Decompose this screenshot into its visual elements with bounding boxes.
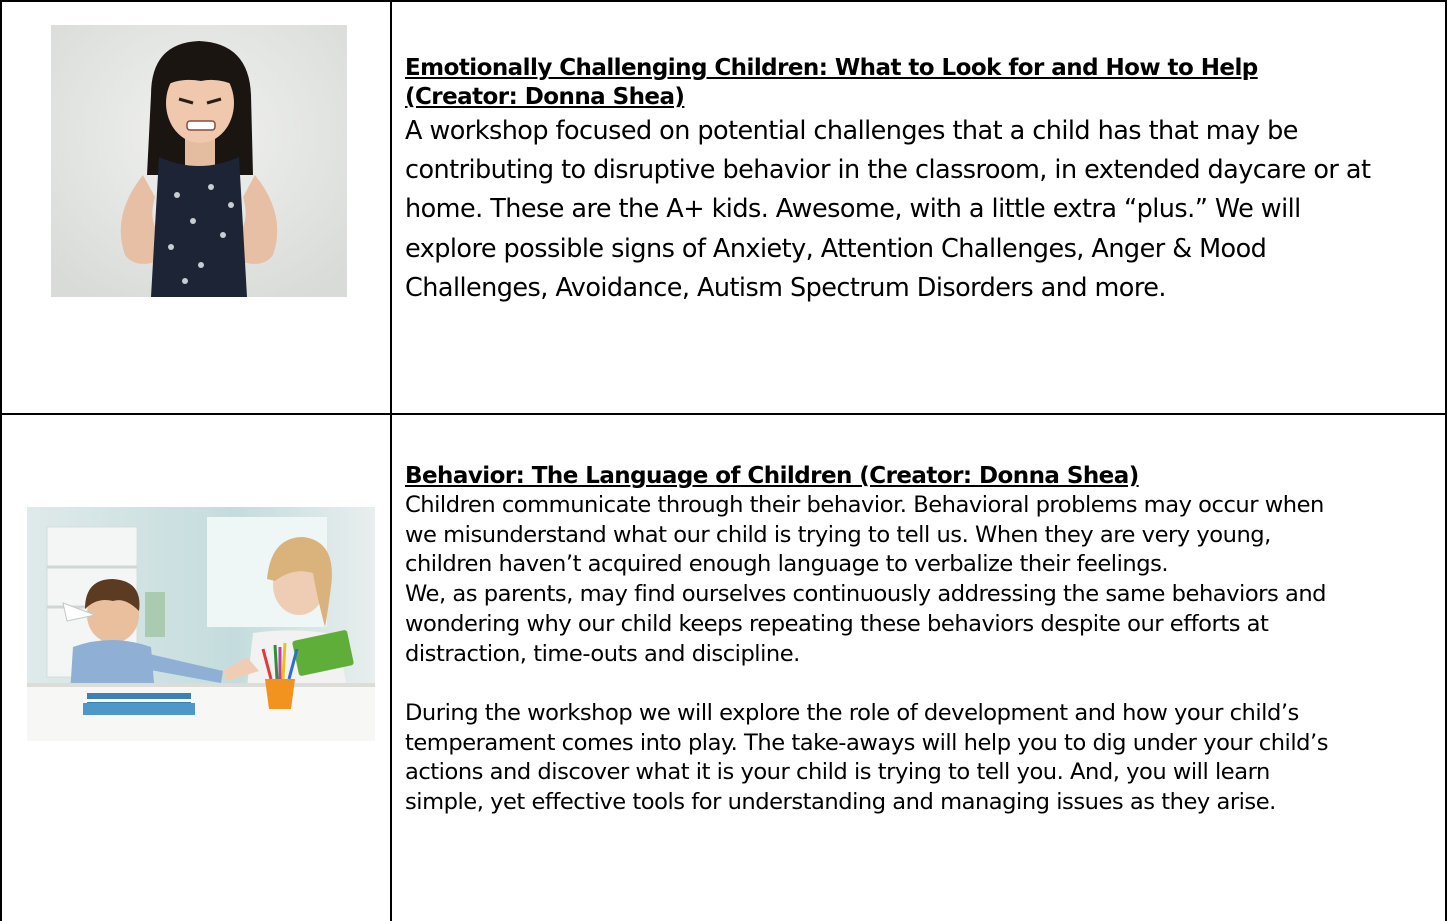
workshop-description	[405, 112, 1435, 308]
workshop-description-paragraph-1	[405, 491, 1435, 669]
workshop-title	[405, 54, 1435, 112]
workshop-description-paragraph-2	[405, 699, 1435, 818]
description-line: A workshop focused on potential challenges that a child has that may be	[405, 116, 1298, 146]
description-line: Challenges, Avoidance, Autism Spectrum Disorders and more.	[405, 272, 1166, 303]
description-line: explore possible signs of Anxiety, Attention Challenges, Anger & Mood	[405, 233, 1267, 264]
boy-and-teacher-photo	[27, 507, 375, 741]
description-line: contributing to disruptive behavior in the classroom, in extended daycare or at	[405, 155, 1371, 186]
workshop-title-line: Emotionally Challenging Children: What to Look for and How to Help	[405, 55, 1258, 81]
description-line: we misunderstand what our child is trying to tell us. When they are very young,	[405, 521, 1271, 548]
description-line: actions and discover what it is your child is trying to tell you. And, you will learn	[405, 759, 1270, 786]
description-line: wondering why our child keeps repeating these behaviors despite our efforts at	[405, 610, 1269, 637]
description-line: We, as parents, may find ourselves continuously addressing the same behaviors and	[405, 581, 1327, 608]
description-line: Children communicate through their behavior. Behavioral problems may occur when	[405, 492, 1324, 518]
description-line: simple, yet effective tools for understanding and managing issues as they arise.	[405, 789, 1276, 816]
description-line: During the workshop we will explore the role of development and how your child’s	[405, 699, 1299, 726]
description-line: children haven’t acquired enough language to verbalize their feelings.	[405, 551, 1169, 578]
workshop-title: Behavior: The Language of Children (Creator: Donna Shea)	[405, 463, 1139, 489]
workshop-entry-2	[405, 462, 1435, 818]
description-line: temperament comes into play. The take-aways will help you to dig under your child’s	[405, 729, 1328, 756]
angry-girl-photo	[51, 25, 347, 297]
description-line: distraction, time-outs and discipline.	[405, 640, 800, 667]
workshop-title-line: (Creator: Donna Shea)	[405, 84, 685, 110]
description-line: home. These are the A+ kids. Awesome, with a little extra “plus.” We will	[405, 194, 1301, 225]
column-divider	[390, 0, 392, 921]
workshop-entry-1	[405, 54, 1435, 308]
row-divider	[0, 413, 1447, 415]
paragraph-gap	[405, 669, 1435, 699]
